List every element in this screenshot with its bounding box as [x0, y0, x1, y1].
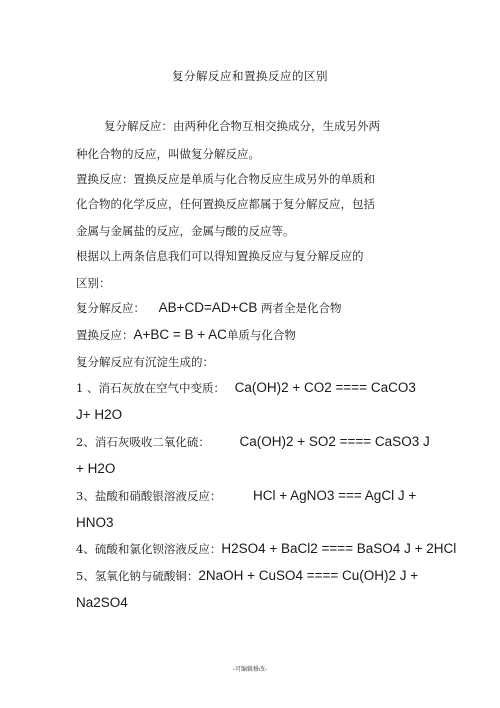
- single-displacement-formula-line: [76, 327, 296, 343]
- reaction-2-line-2: + H2O: [76, 461, 116, 476]
- precipitation-heading: 复分解反应有沉淀生成的：: [76, 355, 214, 369]
- reaction-4-equation: H2SO4 + BaCl2 ==== BaSO4 J + 2HCl: [221, 541, 457, 556]
- reaction-3-line-1: [76, 488, 416, 504]
- reaction-1-equation: Ca(OH)2 + CO2 ==== CaCO3: [234, 380, 416, 395]
- reaction-4-line: [76, 541, 456, 557]
- reaction-2-equation: Ca(OH)2 + SO2 ==== CaSO3 J: [239, 434, 430, 449]
- comparison-intro-line-2: 区别：: [76, 276, 111, 290]
- definition-single-line-3: 金属与金属盐的反应，金属与酸的反应等。: [76, 224, 295, 238]
- document-title: 复分解反应和置换反应的区别: [172, 69, 328, 83]
- reaction-1-line-2: J+ H2O: [76, 407, 123, 422]
- definition-single-line-1: 置换反应：置换反应是单质与化合物反应生成另外的单质和: [76, 172, 375, 186]
- reaction-5-line-1: [76, 568, 418, 584]
- reaction-5-label: 5、氢氧化钠与硫酸铜：: [76, 569, 199, 583]
- single-displacement-formula: A+BC = B + AC: [133, 327, 227, 342]
- definition-single-line-2: 化合物的化学反应，任何置换反应都属于复分解反应，包括: [76, 197, 375, 211]
- definition-double-line-1: 复分解反应：由两种化合物互相交换成分，生成另外两: [104, 119, 380, 133]
- double-displacement-label: 复分解反应：: [76, 301, 145, 315]
- reaction-2-line-1: [76, 434, 430, 450]
- page-footer: -可编辑修改-: [232, 666, 268, 673]
- reaction-2-label: 2、消石灰吸收二氧化硫：: [76, 435, 210, 449]
- double-displacement-formula: AB+CD=AD+CB: [158, 300, 258, 315]
- double-displacement-formula-line: [76, 300, 341, 316]
- reaction-5-equation: 2NaOH + CuSO4 ==== Cu(OH)2 J +: [198, 568, 419, 583]
- reaction-3-label: 3、盐酸和硝酸银溶液反应：: [76, 489, 222, 503]
- reaction-1-line-1: [76, 380, 416, 396]
- reaction-5-line-2: Na2SO4: [76, 595, 128, 610]
- definition-double-line-2: 种化合物的反应，叫做复分解反应。: [76, 147, 260, 161]
- reaction-3-line-2: HNO3: [76, 515, 114, 530]
- comparison-intro-line-1: 根据以上两条信息我们可以得知置换反应与复分解反应的: [76, 249, 364, 263]
- reaction-4-label: 4、硫酸和氯化钡溶液反应：: [76, 542, 222, 556]
- single-displacement-note: 单质与化合物: [226, 328, 296, 342]
- reaction-1-label: 1 、消石灰放在空气中变质：: [76, 381, 225, 395]
- reaction-3-equation: HCl + AgNO3 === AgCl J +: [252, 488, 417, 503]
- single-displacement-label: 置换反应：: [76, 328, 134, 342]
- double-displacement-note: 两者全是化合物: [260, 301, 342, 315]
